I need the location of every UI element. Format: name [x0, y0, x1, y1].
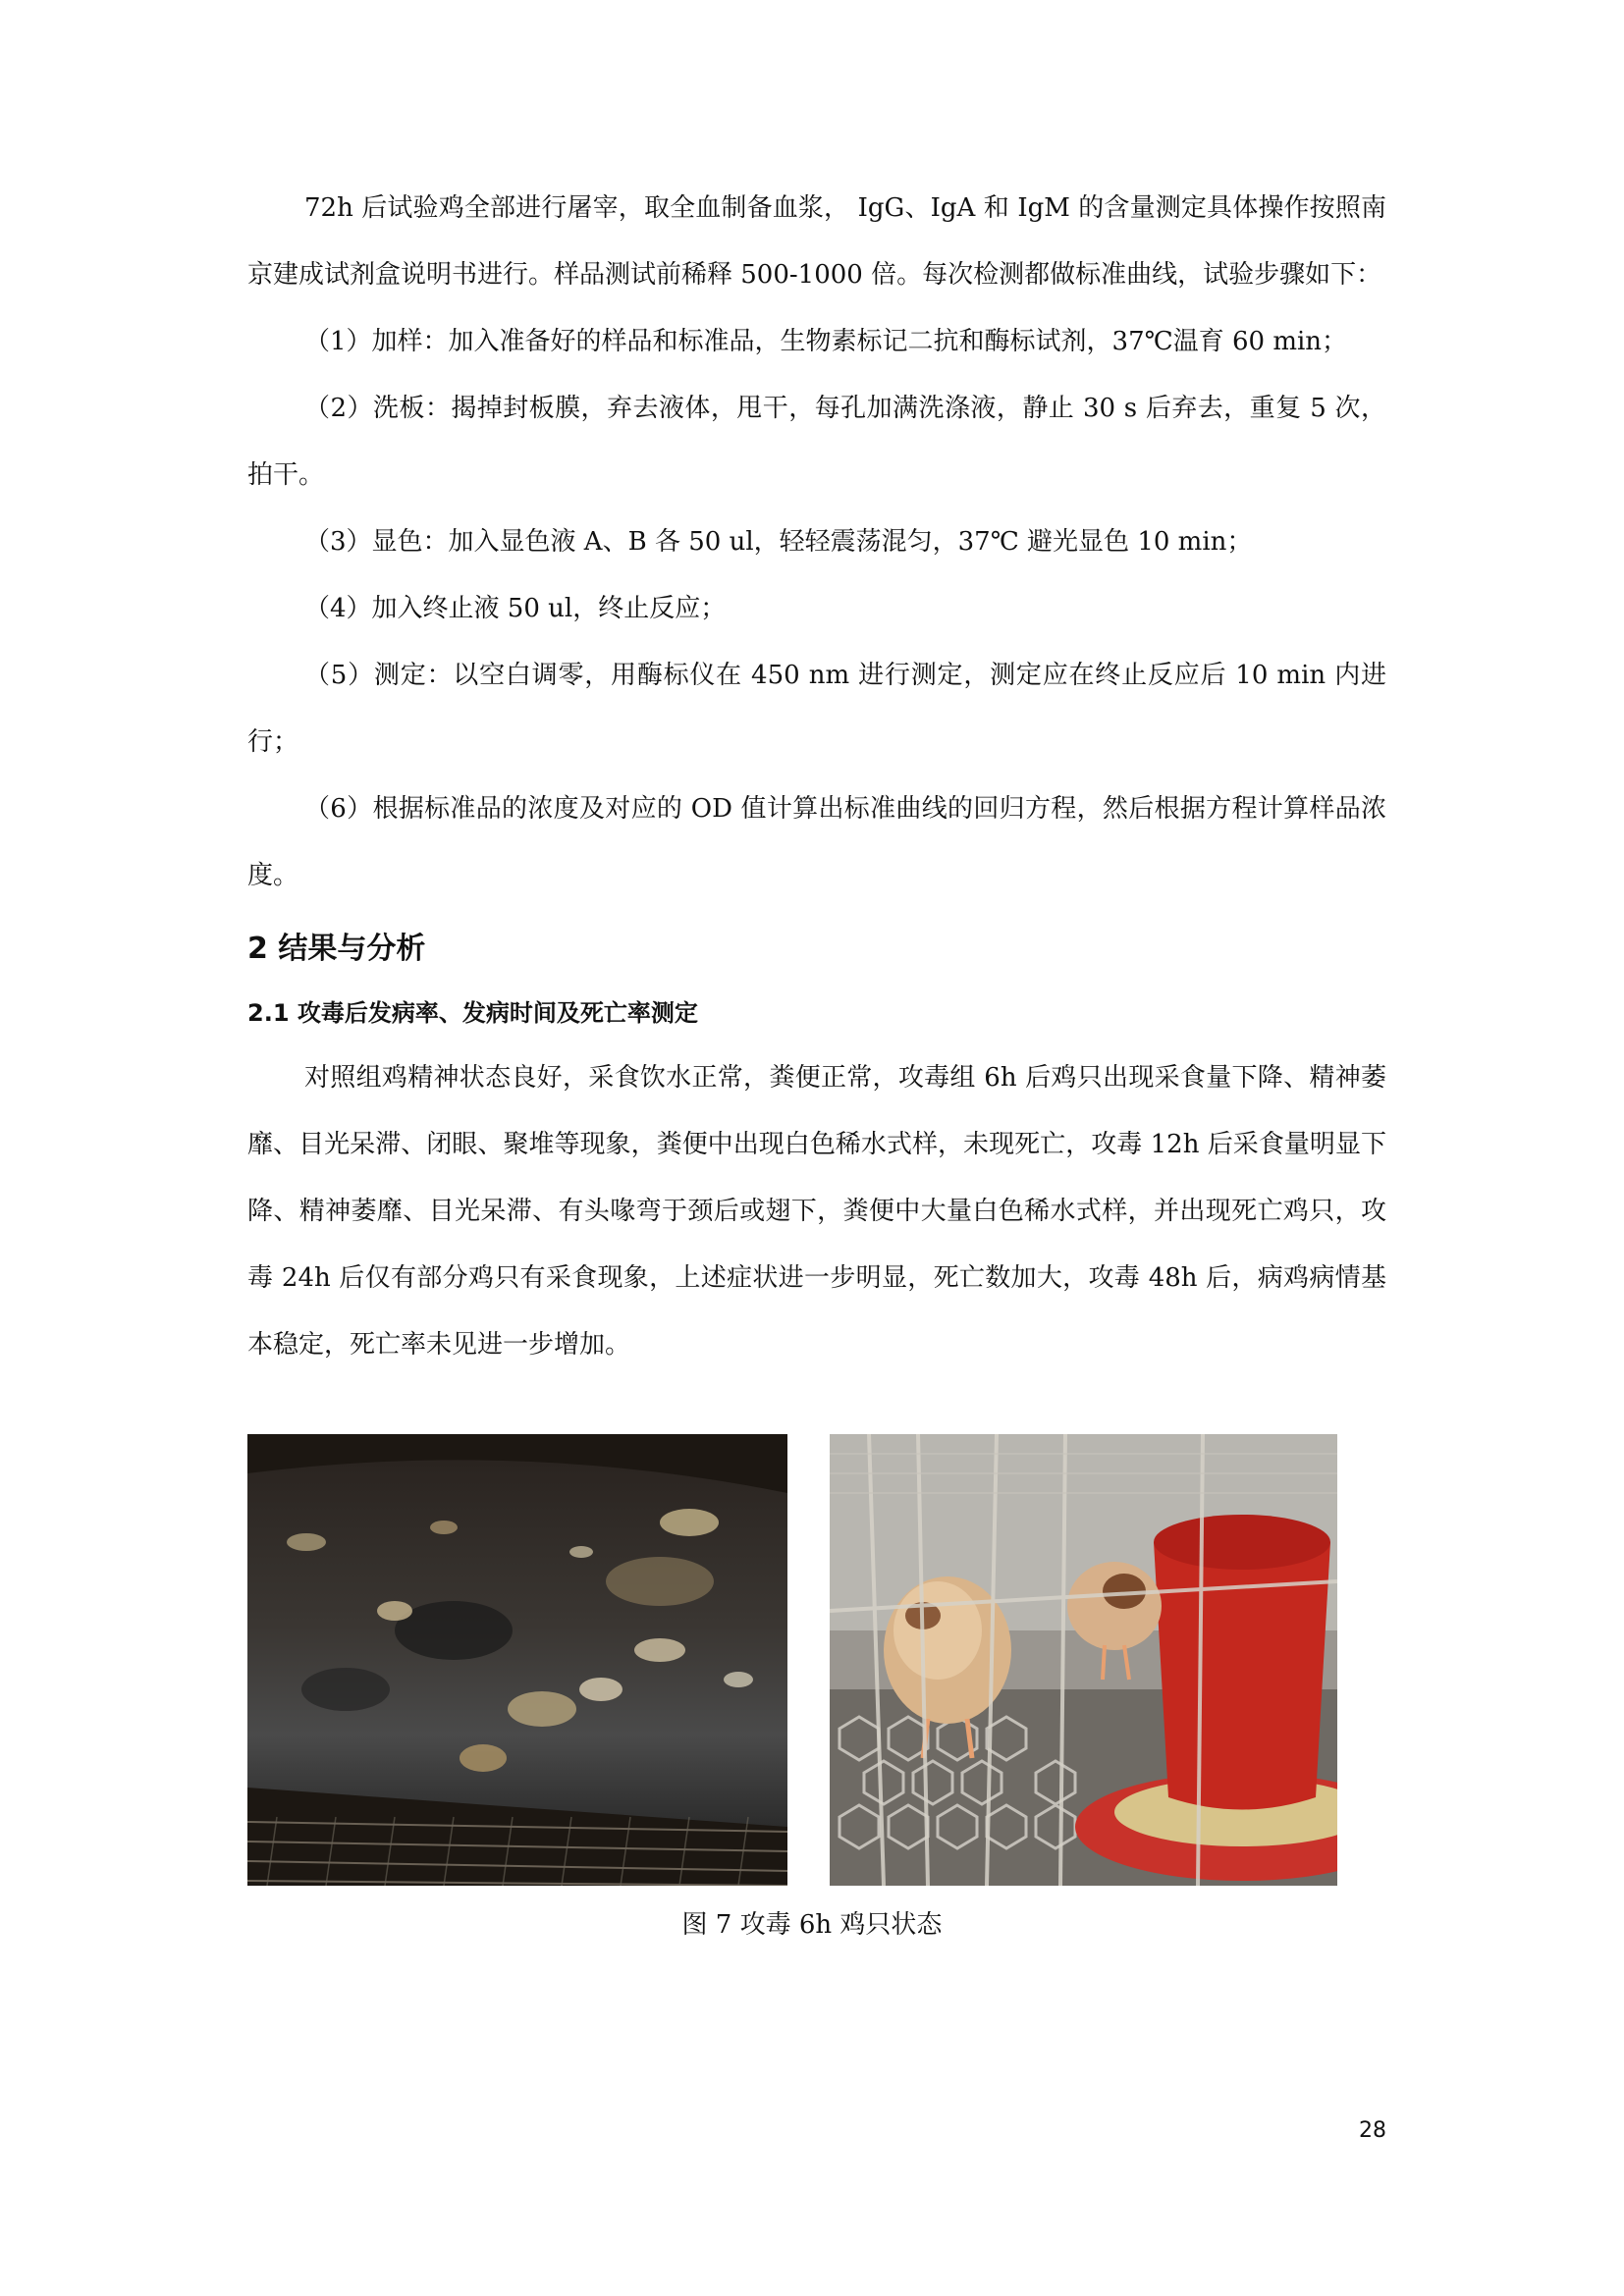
step-4: （4）加入终止液 50 ul，终止反应； [304, 594, 727, 623]
step-1: （1）加样：加入准备好的样品和标准品，生物素标记二抗和酶标试剂，37℃温育 60 min； [304, 327, 1348, 356]
figure-caption: 图 7 攻毒 6h 鸡只状态 [681, 1910, 943, 1940]
page-number: 28 [1359, 2118, 1386, 2143]
droppings-photo [247, 1434, 787, 1886]
step-3: （3）显色：加入显色液 A、B 各 50 ul，轻轻震荡混匀，37℃ 避光显色 10 min； [304, 527, 1253, 557]
step-5: （5）测定：以空白调零，用酶标仪在 450 nm 进行测定，测定应在终止反应后 10 min 内进行； [247, 661, 1386, 757]
figure-7 [247, 1434, 1337, 1886]
results-paragraph: 对照组鸡精神状态良好，采食饮水正常，粪便正常，攻毒组 6h 后鸡只出现采食量下降、精神萎靡、目光呆滞、闭眼、聚堆等现象，粪便中出现白色稀水式样，未现死亡，攻毒 12h 后采食量明显下降、精神萎靡、目光呆滞、有头喙弯于颈后或翅下，粪便中大量白色稀水式样，并出现死亡鸡只，攻毒 24h 后仅有部分鸡只有采食现象，上述症状进一步明显，死亡数加大，攻毒 48h 后，病鸡病情基本稳定，死亡率未见进一步增加。 [247, 1063, 1386, 1360]
section-title: 2 结果与分析 [247, 932, 426, 966]
step-2: （2）洗板：揭掉封板膜，弃去液体，甩干，每孔加满洗涤液，静止 30 s 后弃去，重复 5 次，拍干。 [247, 394, 1386, 490]
chicks-in-cage-photo [830, 1434, 1337, 1886]
subsection-title: 2.1 攻毒后发病率、发病时间及死亡率测定 [247, 999, 698, 1027]
page-body [247, 175, 1386, 1378]
step-6: （6）根据标准品的浓度及对应的 OD 值计算出标准曲线的回归方程，然后根据方程计算样品浓度。 [247, 794, 1386, 890]
intro-paragraph: 72h 后试验鸡全部进行屠宰，取全血制备血浆， IgG、IgA 和 IgM 的含量测定具体操作按照南京建成试剂盒说明书进行。样品测试前稀释 500-1000 倍。每次检测都做标准曲线，试验步骤如下： [247, 193, 1386, 290]
